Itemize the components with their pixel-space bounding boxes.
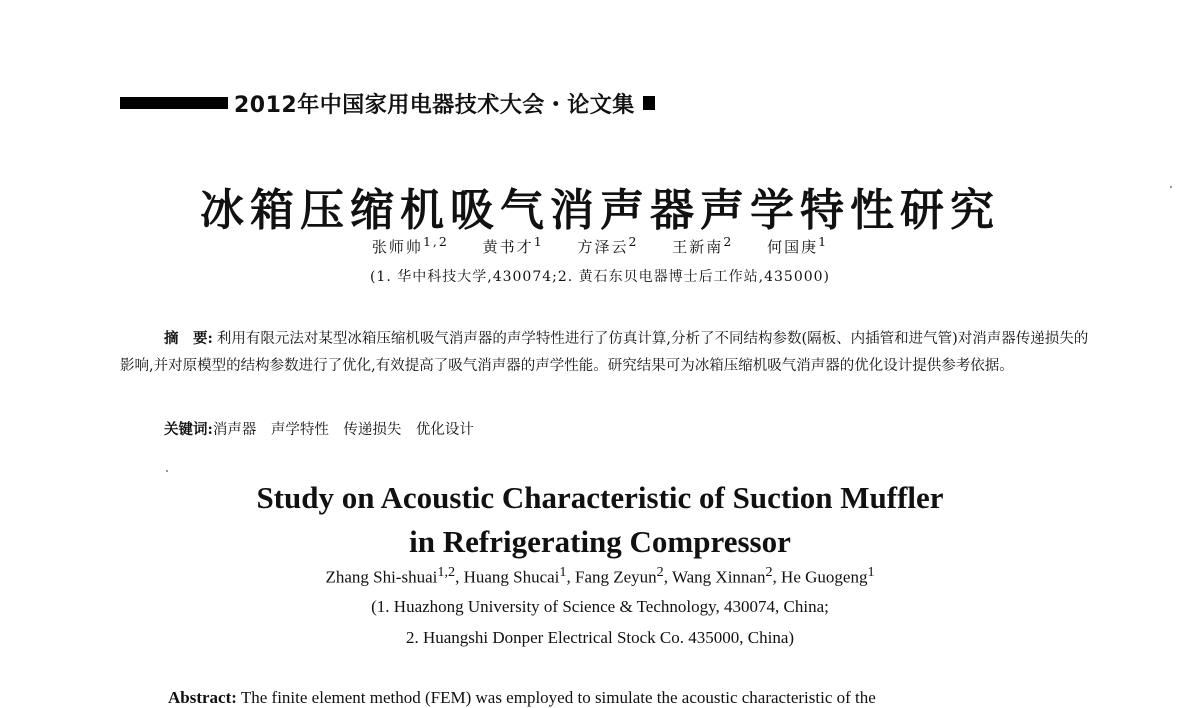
author-en-3-sup: 2 (656, 564, 664, 580)
author-en-2-sup: 1 (559, 564, 567, 580)
author-en-5: , He Guogeng (772, 567, 868, 587)
abstract-english (168, 688, 876, 708)
title-chinese: 冰箱压缩机吸气消声器声学特性研究 (200, 185, 1000, 236)
author-4: 王新南 (672, 238, 724, 256)
header-black-bar (120, 97, 228, 109)
keywords-chinese (164, 418, 474, 439)
author-5-sup: 1 (818, 234, 829, 249)
abstract-cn-text: 利用有限元法对某型冰箱压缩机吸气消声器的声学特性进行了仿真计算,分析了不同结构参数(隔板、内插管和进气管)对消声器传递损失的影响,并对原模型的结构参数进行了优化,有效提高了吸气消声器的声学性能。研究结果可为冰箱压缩机吸气消声器的优化设计提供参考依据。 (120, 331, 1089, 374)
author-en-4-sup: 2 (765, 564, 773, 580)
author-en-2: , Huang Shucai (455, 567, 560, 587)
authors-chinese (0, 234, 1200, 257)
affiliation-chinese: (1. 华中科技大学,430074;2. 黄石东贝电器博士后工作站,435000) (369, 269, 831, 285)
keywords-cn-text: 消声器 声学特性 传递损失 优化设计 (212, 422, 474, 438)
author-3: 方泽云 (577, 238, 629, 256)
header-text: 2012年中国家用电器技术大会・论文集 (234, 92, 635, 118)
author-en-4: , Wang Xinnan (663, 567, 766, 587)
proceedings-header (120, 88, 655, 118)
title-en-line-1: Study on Acoustic Characteristic of Suction Muffler (256, 480, 944, 515)
author-1: 张师帅 (371, 238, 423, 256)
abstract-chinese (120, 325, 1100, 380)
affiliation-english-line-2: 2. Huangshi Donper Electrical Stock Co. 435000, China) (405, 628, 795, 647)
author-5: 何国庚 (767, 238, 819, 256)
scan-speck (166, 470, 168, 472)
authors-english (0, 564, 1200, 588)
abstract-en-label: Abstract: (168, 688, 237, 707)
author-1-sup: 1,2 (422, 234, 449, 249)
header-end-mark (643, 96, 655, 110)
abstract-cn-label: 摘 要: (164, 330, 213, 347)
scan-speck (1170, 186, 1172, 188)
author-en-3: , Fang Zeyun (566, 567, 657, 587)
author-en-1: Zhang Shi-shuai (325, 567, 438, 587)
keywords-cn-label: 关键词: (164, 421, 213, 438)
author-4-sup: 2 (723, 234, 734, 249)
title-english (0, 476, 1200, 564)
abstract-en-text: The finite element method (FEM) was employed to simulate the acoustic characteristic of the (236, 688, 876, 707)
affiliation-english-line-1: (1. Huazhong University of Science & Technology, 430074, China; (371, 597, 829, 616)
title-en-line-2: in Refrigerating Compressor (409, 524, 791, 559)
author-3-sup: 2 (628, 234, 639, 249)
author-2: 黄书才 (482, 238, 534, 256)
author-en-5-sup: 1 (867, 564, 875, 580)
author-2-sup: 1 (533, 234, 544, 249)
author-en-1-sup: 1,2 (437, 564, 456, 580)
